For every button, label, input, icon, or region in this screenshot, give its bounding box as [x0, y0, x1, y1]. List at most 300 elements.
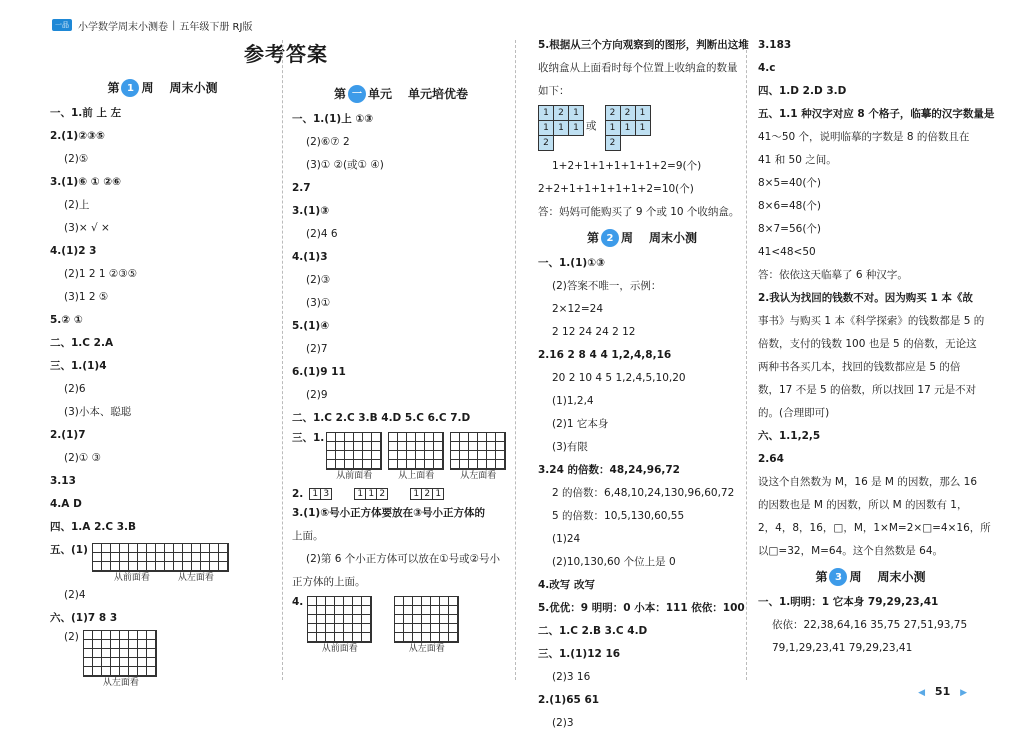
grid-cell [398, 451, 407, 460]
answer-line: 2+2+1+1+1+1+1+2=10(个) [538, 183, 694, 195]
grid-cell [138, 640, 147, 649]
answer-line: 41 和 50 之间。 [758, 154, 837, 166]
grid-cell [398, 433, 407, 442]
answer-line: 依依：22,38,64,16 35,75 27,51,93,75 [772, 619, 968, 631]
grid-cell [111, 553, 120, 562]
grid-cell [449, 615, 458, 624]
count-cell: 2 [606, 136, 621, 151]
answer-line: 2，4，8，16，□，M，1×M=2×□=4×16，所 [758, 522, 991, 534]
answer-line: 3.(1)⑤号小正方体要放在③号小正方体的 [292, 507, 485, 519]
answer-column-4 [758, 34, 995, 660]
grid-cell [120, 649, 129, 658]
count-cell: 1 [539, 106, 554, 121]
grid-cell [201, 562, 210, 571]
grid-cell [451, 442, 460, 451]
count-cell: 2 [377, 489, 388, 500]
answer-line: 三、1.(1)12 16 [538, 648, 621, 660]
grid-cell [327, 451, 336, 460]
empty-cell [554, 136, 569, 151]
book-header: 一品 小学数学周末小测卷 | 五年级下册 RJ版 [52, 18, 252, 32]
answer-column-3 [538, 34, 749, 735]
grid-cell [308, 624, 317, 633]
q6-figure: (2) 从左面看 [50, 630, 275, 689]
grid-cell [102, 562, 111, 571]
answer-line: 一、1.(1)上 ①③ [292, 113, 374, 125]
grid-cell [496, 451, 505, 460]
empty-cell [621, 136, 636, 151]
grid-cell [174, 562, 183, 571]
count-cell: 1 [355, 489, 366, 500]
grid-cell [192, 562, 201, 571]
grid-cell [308, 597, 317, 606]
grid-cell [336, 451, 345, 460]
grid-cell [138, 631, 147, 640]
grid-cell [404, 597, 413, 606]
answer-grid [307, 596, 372, 643]
answer-line: 6.(1)9 11 [292, 366, 346, 378]
grid-cell [449, 597, 458, 606]
answer-line: 2 12 24 24 2 12 [552, 326, 636, 338]
grid-cell [129, 553, 138, 562]
grid-cell [404, 606, 413, 615]
answer-line: 二、1.C 2.A [50, 337, 114, 349]
count-grid-2 [605, 105, 651, 151]
grid-cell [440, 606, 449, 615]
answer-line: 的因数也是 M 的因数，所以 M 的因数有 1， [758, 499, 968, 511]
count-cell: 1 [366, 489, 377, 500]
column-divider [746, 40, 747, 680]
grid-cell [326, 615, 335, 624]
grid-cell [449, 606, 458, 615]
answer-line: 3.(1)⑥ ① ②⑥ [50, 176, 122, 188]
grid-cell [478, 460, 487, 469]
grid-cell [219, 553, 228, 562]
grid-cell [219, 544, 228, 553]
grid-cell [395, 633, 404, 642]
grid-cell [354, 433, 363, 442]
grid-cell [138, 658, 147, 667]
grid-cell [416, 442, 425, 451]
grid-cell [183, 544, 192, 553]
answer-column-2 [292, 80, 510, 655]
answer-grid [450, 432, 506, 470]
answer-line: 答：妈妈可能购买了 9 个或 10 个收纳盒。 [538, 206, 740, 218]
answer-lines [538, 252, 746, 735]
page-title: 参考答案 [244, 42, 328, 66]
grid-cell [344, 615, 353, 624]
grid-cell [335, 606, 344, 615]
answer-line: 2.(1)7 [50, 429, 86, 441]
answer-line: (2)4 [64, 589, 86, 601]
answer-line: 4.改写 改写 [538, 579, 595, 591]
answer-line: 8×5=40(个) [758, 177, 822, 189]
grid-cell [192, 544, 201, 553]
answer-line: 正方体的上面。 [292, 576, 366, 588]
answer-line: 3.24 的倍数：48,24,96,72 [538, 464, 680, 476]
answer-line: 设这个自然数为 M，16 是 M 的因数，那么 16 [758, 476, 978, 488]
grid-cell [496, 442, 505, 451]
count-cell: 1 [636, 106, 651, 121]
grid-cell [487, 433, 496, 442]
grid-cell [451, 433, 460, 442]
answer-line: (2)⑥⑦ 2 [306, 136, 350, 148]
grid-cell [407, 451, 416, 460]
answer-line: (2)③ [306, 274, 331, 286]
column-divider [515, 40, 516, 680]
answer-lines [50, 102, 275, 539]
grid-cell [156, 544, 165, 553]
answer-line: 4.A D [50, 498, 82, 510]
count-cell: 1 [554, 121, 569, 136]
grid-cell [362, 597, 371, 606]
grid-cell [354, 451, 363, 460]
answer-line: 二、1.C 2.C 3.B 4.D 5.C 6.C 7.D [292, 412, 471, 424]
grid-caption: 从前面看 [113, 573, 150, 583]
grid-cell [120, 658, 129, 667]
answer-line: 答：依依这天临摹了 6 种汉字。 [758, 269, 908, 281]
answer-line: 两种书各买几本，找回的钱数都应是 5 的倍 [758, 361, 961, 373]
grid-cell [431, 615, 440, 624]
grid-cell [120, 667, 129, 676]
grid-cell [344, 633, 353, 642]
grid-caption: 从前面看 [321, 644, 358, 654]
answer-line: 5 的倍数：10,5,130,60,55 [552, 510, 685, 522]
grid-cell [93, 631, 102, 640]
week-number-badge: 1 [121, 79, 139, 97]
answer-line: 2.(1)65 61 [538, 694, 600, 706]
answer-line: (2)10,130,60 个位上是 0 [552, 556, 676, 568]
section-heading-week1: 第 1 周 周末小测 [50, 74, 275, 102]
grid-cell [102, 544, 111, 553]
week-number-badge: 2 [601, 229, 619, 247]
answer-line: 4.c [758, 62, 776, 74]
answer-line: 四、1.A 2.C 3.B [50, 521, 137, 533]
grid-cell [362, 606, 371, 615]
grid-cell [335, 615, 344, 624]
grid-cell [84, 658, 93, 667]
grid-cell [156, 562, 165, 571]
grid-cell [353, 633, 362, 642]
grid-caption: 从前面看 [336, 471, 373, 481]
grid-cell [434, 442, 443, 451]
grid-cell [129, 667, 138, 676]
grid-cell [487, 460, 496, 469]
answer-line: 六、(1)7 8 3 [50, 612, 118, 624]
grid-cell [431, 606, 440, 615]
grid-cell [434, 460, 443, 469]
grid-caption: 从左面看 [408, 644, 445, 654]
answer-line: 2.(1)②③⑤ [50, 130, 105, 142]
grid-cell [84, 631, 93, 640]
answer-line: (2)7 [306, 343, 328, 355]
grid-cell [434, 451, 443, 460]
grid-cell [147, 544, 156, 553]
grid-cell [389, 433, 398, 442]
count-cell: 1 [636, 121, 651, 136]
grid-cell [362, 615, 371, 624]
grid-cell [345, 433, 354, 442]
grid-cell [147, 553, 156, 562]
grid-cell [354, 442, 363, 451]
grid-cell [84, 640, 93, 649]
grid-cell [111, 544, 120, 553]
grid-cell [469, 433, 478, 442]
grid-cell [440, 597, 449, 606]
grid-cell [210, 562, 219, 571]
grid-cell [192, 553, 201, 562]
grid-cell [478, 433, 487, 442]
grid-cell [422, 615, 431, 624]
grid-cell [120, 553, 129, 562]
grid-cell [93, 667, 102, 676]
grid-cell [308, 633, 317, 642]
grid-cell [395, 606, 404, 615]
answer-line: 以□=32，M=64。这个自然数是 64。 [758, 545, 943, 557]
grid-cell [138, 667, 147, 676]
series-logo: 一品 [52, 19, 72, 31]
box-count-figures [538, 105, 746, 151]
page-number: 51 [934, 685, 951, 698]
answer-line: 5.优优：9 明明：0 小本：111 依依：100 [538, 602, 745, 614]
answer-line: 41～50 个，说明临摹的字数是 8 的倍数且在 [758, 131, 970, 143]
answer-line: 一、1.(1)①③ [538, 257, 605, 269]
count-cell: 1 [539, 121, 554, 136]
grid-cell [102, 631, 111, 640]
grid-cell [165, 544, 174, 553]
grid-cell [317, 615, 326, 624]
answer-grid [394, 596, 459, 643]
grid-cell [317, 597, 326, 606]
grid-cell [416, 460, 425, 469]
answer-line: (3)× √ × [64, 222, 110, 234]
count-cell: 1 [310, 489, 321, 500]
grid-cell [147, 631, 156, 640]
grid-cell [389, 442, 398, 451]
grid-cell [395, 624, 404, 633]
answer-lines [758, 591, 983, 660]
grid-cell [431, 624, 440, 633]
grid-cell [111, 667, 120, 676]
count-cell: 1 [433, 489, 444, 500]
answer-line: 2 的倍数：6,48,10,24,130,96,60,72 [552, 487, 735, 499]
grid-cell [210, 544, 219, 553]
grid-cell [469, 442, 478, 451]
grid-cell [344, 624, 353, 633]
grid-cell [413, 606, 422, 615]
answer-lines [538, 155, 746, 224]
answer-line: 4.(1)3 [292, 251, 328, 263]
answer-line: 五、1.1 种汉字对应 8 个格子，临摹的汉字数量是 [758, 108, 995, 120]
grid-cell [129, 640, 138, 649]
q4-figures: 4. 从前面看 从左面看 [292, 596, 510, 655]
next-arrow-icon: ▶ [960, 688, 967, 698]
answer-line: 8×7=56(个) [758, 223, 822, 235]
grid-cell [111, 640, 120, 649]
answer-line: 六、1.1,2,5 [758, 430, 821, 442]
grid-cell [422, 633, 431, 642]
or-label: 或 [586, 120, 597, 132]
grid-cell [404, 624, 413, 633]
grid-cell [165, 553, 174, 562]
grid-cell [362, 633, 371, 642]
grid-cell [129, 658, 138, 667]
grid-caption: 从左面看 [460, 471, 497, 481]
grid-cell [147, 658, 156, 667]
count-cell: 3 [321, 489, 332, 500]
grid-cell [389, 460, 398, 469]
grid-cell [335, 624, 344, 633]
grid-cell [344, 606, 353, 615]
answer-line: 5.② ① [50, 314, 83, 326]
grid-cell [138, 553, 147, 562]
grid-cell [102, 640, 111, 649]
answer-line: 3.183 [758, 39, 792, 51]
answer-line: (2)⑤ [64, 153, 89, 165]
answer-line: 3.(1)③ [292, 205, 330, 217]
count-cell: 1 [569, 121, 584, 136]
answer-line: 一、1.前 上 左 [50, 107, 122, 119]
answer-line: (2)1 2 1 ②③⑤ [64, 268, 138, 280]
answer-line: 收纳盒从上面看时每个位置上收纳盒的数量 [538, 62, 738, 74]
grid-cell [129, 544, 138, 553]
grid-cell [440, 633, 449, 642]
grid-cell [398, 442, 407, 451]
section-heading-week3: 第 3 周 周末小测 [758, 563, 983, 591]
grid-cell [395, 615, 404, 624]
grid-cell [440, 615, 449, 624]
answer-line: 2×12=24 [552, 303, 603, 315]
grid-cell [336, 460, 345, 469]
grid-cell [425, 442, 434, 451]
count-cell: 2 [422, 489, 433, 500]
grid-cell [111, 649, 120, 658]
grid-cell [129, 562, 138, 571]
grid-caption: 从左面看 [102, 678, 139, 688]
answer-line: 三、1.(1)4 [50, 360, 107, 372]
grid-caption: 从上面看 [398, 471, 435, 481]
grid-cell [434, 433, 443, 442]
answer-lines [292, 502, 510, 594]
grid-cell [460, 451, 469, 460]
grid-caption: 从左面看 [177, 573, 214, 583]
grid-cell [425, 451, 434, 460]
answer-line: 20 2 10 4 5 1,2,4,5,10,20 [552, 372, 686, 384]
grid-cell [460, 433, 469, 442]
view-figure [354, 488, 388, 500]
grid-cell [93, 649, 102, 658]
grid-cell [363, 451, 372, 460]
grid-cell [345, 451, 354, 460]
grid-cell [413, 633, 422, 642]
grid-cell [93, 553, 102, 562]
answer-line: (2)3 16 [552, 671, 591, 683]
grid-cell [449, 624, 458, 633]
grid-cell [147, 640, 156, 649]
grid-cell [93, 658, 102, 667]
q3-2-figures: 2. 1 3 1 1 2 1 2 1 [292, 488, 510, 500]
count-grid-1 [538, 105, 584, 151]
answer-line: (2)3 [552, 717, 574, 729]
grid-cell [416, 451, 425, 460]
grid-cell [147, 562, 156, 571]
empty-cell [636, 136, 651, 151]
grid-cell [372, 451, 381, 460]
answer-line: (2)1 它本身 [552, 418, 609, 430]
answer-line: (2)第 6 个小正方体可以放在①号或②号小 [306, 553, 501, 565]
answer-line: 二、1.C 2.B 3.C 4.D [538, 625, 648, 637]
q5-figure: 五、(1) 从前面看 从左面看 [50, 543, 275, 584]
grid-cell [336, 442, 345, 451]
grid-cell [422, 606, 431, 615]
grid-cell [326, 624, 335, 633]
grid-cell [425, 433, 434, 442]
grid-cell [344, 597, 353, 606]
answer-line: 41<48<50 [758, 246, 816, 258]
grid-cell [425, 460, 434, 469]
grid-cell [138, 649, 147, 658]
grid-cell [469, 460, 478, 469]
grid-cell [120, 544, 129, 553]
grid-cell [363, 433, 372, 442]
answer-line: 2.16 2 8 4 4 1,2,4,8,16 [538, 349, 672, 361]
grid-cell [138, 562, 147, 571]
grid-cell [93, 544, 102, 553]
grid-cell [363, 442, 372, 451]
grid-cell [389, 451, 398, 460]
grid-cell [327, 442, 336, 451]
grid-cell [335, 597, 344, 606]
section-heading-unit1: 第 一 单元 单元培优卷 [292, 80, 510, 108]
grid-cell [416, 433, 425, 442]
grid-cell [431, 633, 440, 642]
grid-cell [496, 433, 505, 442]
grid-cell [174, 553, 183, 562]
grid-cell [460, 460, 469, 469]
answer-line: 4.(1)2 3 [50, 245, 97, 257]
answer-line: (2)6 [64, 383, 86, 395]
grid-cell [372, 460, 381, 469]
prev-arrow-icon: ◀ [918, 688, 926, 698]
grid-cell [496, 460, 505, 469]
answer-lines [538, 34, 749, 103]
grid-cell [120, 562, 129, 571]
grid-cell [210, 553, 219, 562]
grid-cell [111, 631, 120, 640]
grid-cell [183, 562, 192, 571]
grid-cell [120, 631, 129, 640]
view-figure [309, 488, 332, 500]
answer-line: (3)1 2 ⑤ [64, 291, 109, 303]
answer-line: 8×6=48(个) [758, 200, 822, 212]
answer-line: 2.64 [758, 453, 784, 465]
grid-cell [395, 597, 404, 606]
answer-lines [758, 34, 995, 563]
grid-cell [308, 606, 317, 615]
count-cell: 2 [606, 106, 621, 121]
grid-cell [147, 649, 156, 658]
grid-cell [129, 631, 138, 640]
grid-cell [317, 606, 326, 615]
grid-cell [460, 442, 469, 451]
answer-lines [292, 108, 510, 430]
answer-line: 的。(合理即可) [758, 407, 830, 419]
answer-line: (1)1,2,4 [552, 395, 594, 407]
count-cell: 2 [554, 106, 569, 121]
answer-line: 2.7 [292, 182, 311, 194]
answer-line: (3)① [306, 297, 331, 309]
answer-line: 数，17 不是 5 的倍数，所以找回 17 元是不对 [758, 384, 977, 396]
answer-line: (2)上 [64, 199, 90, 211]
